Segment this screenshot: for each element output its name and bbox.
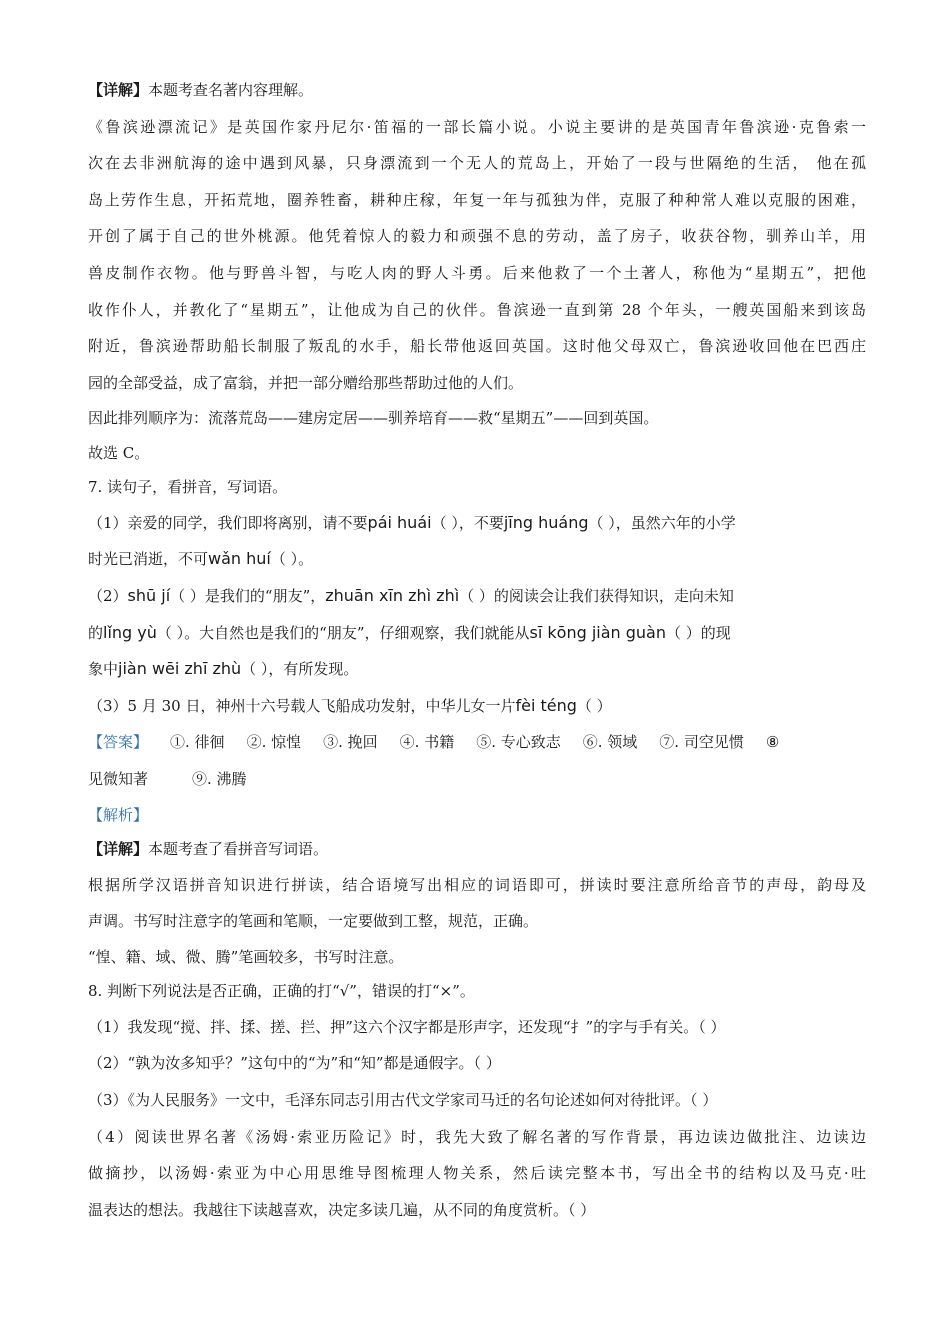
answer-item: 见微知著 [88,770,149,788]
pinyin: wǎn huí [208,549,271,569]
text-segment: 象中 [88,660,119,679]
answer-line [88,724,866,761]
q8-item4-line: 做摘抄，以汤姆·索亚为中心用思维导图梳理人物关系，然后读完整本书，写出全书的结构以及马克·吐 [88,1164,866,1183]
answer-item: ⑦. 司空见惯 [659,733,744,752]
para-line: 岛上劳作生息，开拓荒地，圈养牲畜，耕种庄稼，年复一年与孤独为伴，克服了种种常人难以克服的困难， [88,190,866,209]
text-segment: （1）亲爱的同学，我们即将离别，请不要 [88,513,368,532]
expl-line: “惶、籍、域、微、腾”笔画较多，书写时注意。 [88,947,404,966]
detail-line [88,72,866,109]
para-line: 兽皮制作衣物。他与野兽斗智，与吃人肉的野人斗勇。后来他救了一个土著人，称他为“星期五”，把他 [88,263,866,282]
answer-line-2 [88,761,866,798]
text-segment: （2） [88,587,128,606]
q7-s1-line1 [88,505,866,542]
q7-s2-line2 [88,615,866,652]
pinyin: shū jí [127,586,171,606]
q7-s2-line1 [88,578,866,615]
answer-item: ①. 徘徊 [170,733,225,752]
para-line: 开创了属于自己的世外桃源。他凭着惊人的毅力和顽强不息的劳动，盖了房子，收获谷物，驯养山羊，用 [88,227,866,246]
text-segment: （ ）的现 [665,623,731,642]
document-body [88,72,866,1228]
q8-item: （1）我发现“搅、拌、揉、搓、拦、押”这六个汉字都是形声字，还发现“扌”的字与手有关。（ ） [88,1017,726,1036]
para-line: 收作仆人，并教化了“星期五”，让他成为自己的伙伴。鲁滨逊一直到第 28 个年头，一艘英国船来到该岛 [88,300,866,319]
para-line: 《鲁滨逊漂流记》是英国作家丹尼尔·笛福的一部长篇小说。小说主要讲的是英国青年鲁滨逊·克鲁索一 [88,117,866,136]
answer-item: ⑨. 沸腾 [192,770,247,788]
q8-item4-line: 温表达的想法。我越往下读越喜欢，决定多读几遍，从不同的角度赏析。（ ） [88,1200,596,1219]
answer-item: ⑧ [765,733,780,752]
expl-line: 声调。书写时注意字的笔画和笔顺，一定要做到工整，规范，正确。 [88,912,539,931]
text-segment: 的 [88,623,104,642]
detail-line [88,832,866,867]
para-line: 附近，鲁滨逊帮助船长制服了叛乱的水手，船长带他返回英国。这时他父母双亡，鲁滨逊收回他在巴西庄 [88,337,866,356]
pinyin: zhuān xīn zhì zhì [325,586,460,606]
choice-line: 故选 C。 [88,443,150,462]
q8-item4-line: （4）阅读世界名著《汤姆·索亚历险记》时，我先大致了解名著的写作背景，再边读边做批注、边读边 [88,1127,866,1146]
text-segment: （ ），有所发现。 [241,660,359,679]
answer-item: ④. 书籍 [399,733,455,752]
pinyin: jīng huáng [503,512,589,532]
detail-tag: 【详解】 [88,81,149,99]
text-segment: （ ）是我们的“朋友”， [170,587,326,606]
text-segment: （ ）的阅读会让我们获得知识，走向未知 [459,587,734,606]
detail-tag: 【详解】 [88,840,149,859]
q8-item: （2）“孰为汝多知乎？”这句中的“为”和“知”都是通假字。（ ） [88,1054,501,1073]
expl-line: 根据所学汉语拼音知识进行拼读，结合语境写出相应的词语即可，拼读时要注意所给音节的声母，韵母及 [88,875,866,894]
pinyin: jiàn wēi zhī zhù [118,659,242,679]
pinyin: lǐng yù [103,622,157,642]
q7-title: 7. 读句子，看拼音，写词语。 [88,478,288,497]
q8-title: 8. 判断下列说法是否正确，正确的打“√”，错误的打“×”。 [88,982,475,1001]
answer-tag: 【答案】 [88,733,149,752]
text-segment: （3）5 月 30 日，神州十六号载人飞船成功发射，中华儿女一片 [88,696,516,715]
para-line: 次在去非洲航海的途中遇到风暴，只身漂流到一个无人的荒岛上，开始了一段与世隔绝的生活， 他在孤 [88,154,866,173]
q7-s2-line3 [88,651,866,688]
text-segment: （ ）。 [270,550,314,569]
detail-text: 本题考查名著内容理解。 [148,81,314,99]
answer-item: ⑤. 专心致志 [476,733,561,752]
text-segment: （ ），不要 [431,513,504,532]
text-segment: （ ），虽然六年的小学 [588,513,736,532]
pinyin: pái huái [367,512,432,532]
pinyin: sī kōng jiàn guàn [529,622,666,642]
analysis-tag: 【解析】 [88,805,149,824]
text-segment: （ ） [576,696,612,715]
para-line: 园的全部受益，成了富翁，并把一部分赠给那些帮助过他的人们。 [88,373,524,392]
detail-text: 本题考查了看拼音写词语。 [148,840,329,859]
order-line: 因此排列顺序为：流落荒岛——建房定居——驯养培育——救“星期五”——回到英国。 [88,409,659,428]
text-segment: 时光已消逝，不可 [88,550,209,569]
answer-item: ⑥. 领域 [582,733,638,752]
answer-item: ③. 挽回 [323,733,378,752]
analysis-tag-line [88,798,866,833]
q7-s3-line [88,688,866,725]
answer-item: ②. 惊惶 [246,733,302,752]
pinyin: fèi téng [515,695,577,715]
text-segment: （ ）。大自然也是我们的“朋友”，仔细观察，我们就能从 [156,623,530,642]
q8-item: （3）《为人民服务》一文中，毛泽东同志引用古代文学家司马迁的名句论述如何对待批评。（ ） [88,1090,718,1109]
q7-s1-line2 [88,541,866,578]
